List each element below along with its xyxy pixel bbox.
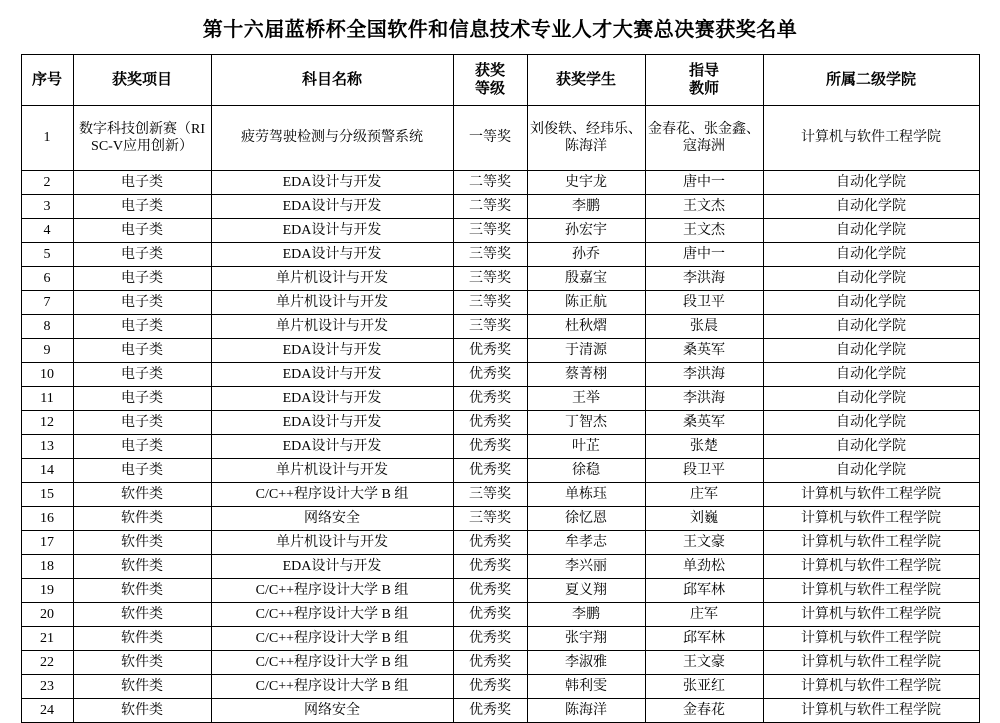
cell-subject: C/C++程序设计大学 B 组 — [211, 483, 453, 507]
cell-level: 优秀奖 — [453, 363, 527, 387]
cell-project: 电子类 — [73, 435, 211, 459]
cell-teacher: 王文杰 — [645, 219, 763, 243]
award-list-table — [21, 54, 980, 723]
cell-level: 优秀奖 — [453, 411, 527, 435]
cell-project: 电子类 — [73, 267, 211, 291]
cell-college: 计算机与软件工程学院 — [763, 627, 979, 651]
cell-college: 自动化学院 — [763, 219, 979, 243]
cell-level: 三等奖 — [453, 267, 527, 291]
table-row — [21, 339, 979, 363]
cell-teacher: 张晨 — [645, 315, 763, 339]
table-row — [21, 435, 979, 459]
cell-project: 软件类 — [73, 627, 211, 651]
cell-project: 软件类 — [73, 579, 211, 603]
cell-project: 软件类 — [73, 507, 211, 531]
cell-project: 电子类 — [73, 291, 211, 315]
cell-level: 优秀奖 — [453, 459, 527, 483]
cell-teacher: 张楚 — [645, 435, 763, 459]
cell-subject: EDA设计与开发 — [211, 219, 453, 243]
cell-subject: 单片机设计与开发 — [211, 459, 453, 483]
cell-college: 计算机与软件工程学院 — [763, 106, 979, 171]
table-row — [21, 627, 979, 651]
cell-college: 自动化学院 — [763, 363, 979, 387]
cell-no: 3 — [21, 195, 73, 219]
cell-student: 单栋珏 — [527, 483, 645, 507]
cell-subject: 网络安全 — [211, 507, 453, 531]
cell-no: 14 — [21, 459, 73, 483]
cell-subject: C/C++程序设计大学 B 组 — [211, 651, 453, 675]
cell-no: 11 — [21, 387, 73, 411]
cell-subject: EDA设计与开发 — [211, 339, 453, 363]
cell-teacher: 王文杰 — [645, 195, 763, 219]
cell-no: 9 — [21, 339, 73, 363]
cell-student: 蔡菁栩 — [527, 363, 645, 387]
cell-student: 夏义翔 — [527, 579, 645, 603]
cell-project: 电子类 — [73, 219, 211, 243]
cell-no: 16 — [21, 507, 73, 531]
column-header-teacher — [645, 55, 763, 106]
cell-no: 2 — [21, 171, 73, 195]
cell-subject: C/C++程序设计大学 B 组 — [211, 579, 453, 603]
cell-college: 计算机与软件工程学院 — [763, 603, 979, 627]
cell-no: 6 — [21, 267, 73, 291]
cell-level: 优秀奖 — [453, 627, 527, 651]
table-row — [21, 363, 979, 387]
cell-teacher: 金春花 — [645, 699, 763, 723]
cell-college: 计算机与软件工程学院 — [763, 507, 979, 531]
table-row — [21, 483, 979, 507]
cell-project: 软件类 — [73, 675, 211, 699]
cell-student: 于清源 — [527, 339, 645, 363]
cell-project: 软件类 — [73, 483, 211, 507]
cell-student: 杜秋熠 — [527, 315, 645, 339]
cell-teacher: 唐中一 — [645, 243, 763, 267]
cell-no: 12 — [21, 411, 73, 435]
cell-teacher: 张亚红 — [645, 675, 763, 699]
cell-student: 殷嘉宝 — [527, 267, 645, 291]
cell-student: 张宇翔 — [527, 627, 645, 651]
cell-level: 优秀奖 — [453, 579, 527, 603]
cell-college: 计算机与软件工程学院 — [763, 651, 979, 675]
cell-subject: EDA设计与开发 — [211, 171, 453, 195]
table-row — [21, 411, 979, 435]
cell-teacher: 李洪海 — [645, 363, 763, 387]
cell-no: 17 — [21, 531, 73, 555]
cell-level: 三等奖 — [453, 507, 527, 531]
column-header-subject: 科目名称 — [211, 55, 453, 106]
cell-project: 软件类 — [73, 555, 211, 579]
cell-college: 自动化学院 — [763, 387, 979, 411]
cell-college: 计算机与软件工程学院 — [763, 555, 979, 579]
cell-college: 计算机与软件工程学院 — [763, 483, 979, 507]
cell-subject: EDA设计与开发 — [211, 387, 453, 411]
cell-no: 4 — [21, 219, 73, 243]
cell-project: 电子类 — [73, 411, 211, 435]
cell-student: 李兴丽 — [527, 555, 645, 579]
cell-student: 叶芷 — [527, 435, 645, 459]
cell-level: 二等奖 — [453, 195, 527, 219]
cell-subject: 单片机设计与开发 — [211, 531, 453, 555]
table-row — [21, 507, 979, 531]
table-row — [21, 171, 979, 195]
cell-college: 自动化学院 — [763, 339, 979, 363]
cell-student: 李鹏 — [527, 195, 645, 219]
cell-student: 韩利雯 — [527, 675, 645, 699]
table-row — [21, 219, 979, 243]
cell-no: 1 — [21, 106, 73, 171]
cell-subject: EDA设计与开发 — [211, 195, 453, 219]
cell-college: 自动化学院 — [763, 435, 979, 459]
cell-teacher: 金春花、张金鑫、寇海洲 — [645, 106, 763, 171]
cell-level: 三等奖 — [453, 291, 527, 315]
cell-project: 电子类 — [73, 459, 211, 483]
cell-college: 计算机与软件工程学院 — [763, 531, 979, 555]
cell-teacher: 段卫平 — [645, 459, 763, 483]
cell-no: 22 — [21, 651, 73, 675]
table-header-row — [21, 55, 979, 106]
cell-college: 自动化学院 — [763, 171, 979, 195]
cell-no: 21 — [21, 627, 73, 651]
table-row — [21, 651, 979, 675]
cell-subject: 疲劳驾驶检测与分级预警系统 — [211, 106, 453, 171]
cell-student: 陈海洋 — [527, 699, 645, 723]
cell-level: 三等奖 — [453, 315, 527, 339]
cell-project: 电子类 — [73, 363, 211, 387]
cell-student: 陈正航 — [527, 291, 645, 315]
cell-level: 优秀奖 — [453, 699, 527, 723]
cell-teacher: 李洪海 — [645, 387, 763, 411]
cell-teacher: 王文豪 — [645, 531, 763, 555]
cell-level: 三等奖 — [453, 483, 527, 507]
column-header-project: 获奖项目 — [73, 55, 211, 106]
cell-subject: 网络安全 — [211, 699, 453, 723]
cell-teacher: 桑英军 — [645, 339, 763, 363]
cell-teacher: 邱军林 — [645, 579, 763, 603]
cell-no: 5 — [21, 243, 73, 267]
column-header-level-line1: 获奖 — [474, 63, 505, 79]
cell-student: 史宇龙 — [527, 171, 645, 195]
cell-subject: 单片机设计与开发 — [211, 315, 453, 339]
table-row — [21, 387, 979, 411]
cell-subject: EDA设计与开发 — [211, 411, 453, 435]
cell-subject: 单片机设计与开发 — [211, 291, 453, 315]
cell-level: 三等奖 — [453, 243, 527, 267]
cell-no: 15 — [21, 483, 73, 507]
cell-student: 牟孝志 — [527, 531, 645, 555]
cell-teacher: 李洪海 — [645, 267, 763, 291]
cell-student: 丁智杰 — [527, 411, 645, 435]
table-row — [21, 106, 979, 171]
cell-college: 自动化学院 — [763, 267, 979, 291]
cell-level: 二等奖 — [453, 171, 527, 195]
column-header-teacher-line1: 指导 — [688, 63, 719, 79]
cell-no: 18 — [21, 555, 73, 579]
cell-subject: EDA设计与开发 — [211, 243, 453, 267]
cell-level: 优秀奖 — [453, 387, 527, 411]
cell-subject: C/C++程序设计大学 B 组 — [211, 675, 453, 699]
cell-subject: EDA设计与开发 — [211, 555, 453, 579]
cell-project: 数字科技创新赛（RISC-V应用创新） — [73, 106, 211, 171]
cell-project: 电子类 — [73, 195, 211, 219]
cell-subject: C/C++程序设计大学 B 组 — [211, 627, 453, 651]
cell-student: 王举 — [527, 387, 645, 411]
cell-college: 自动化学院 — [763, 291, 979, 315]
cell-subject: 单片机设计与开发 — [211, 267, 453, 291]
cell-teacher: 庄军 — [645, 603, 763, 627]
cell-student: 李淑雅 — [527, 651, 645, 675]
cell-level: 优秀奖 — [453, 603, 527, 627]
cell-college: 计算机与软件工程学院 — [763, 675, 979, 699]
column-header-college: 所属二级学院 — [763, 55, 979, 106]
cell-college: 计算机与软件工程学院 — [763, 699, 979, 723]
cell-student: 徐稳 — [527, 459, 645, 483]
page-title: 第十六届蓝桥杯全国软件和信息技术专业人才大赛总决赛获奖名单 — [202, 19, 798, 41]
table-row — [21, 459, 979, 483]
cell-no: 20 — [21, 603, 73, 627]
cell-project: 电子类 — [73, 339, 211, 363]
cell-no: 8 — [21, 315, 73, 339]
cell-teacher: 庄军 — [645, 483, 763, 507]
cell-teacher: 王文豪 — [645, 651, 763, 675]
column-header-level-line2: 等级 — [474, 81, 505, 97]
cell-project: 电子类 — [73, 387, 211, 411]
table-row — [21, 243, 979, 267]
cell-teacher: 段卫平 — [645, 291, 763, 315]
table-row — [21, 267, 979, 291]
cell-student: 徐忆恩 — [527, 507, 645, 531]
cell-project: 电子类 — [73, 171, 211, 195]
cell-no: 10 — [21, 363, 73, 387]
cell-project: 软件类 — [73, 651, 211, 675]
table-row — [21, 675, 979, 699]
cell-no: 19 — [21, 579, 73, 603]
table-row — [21, 291, 979, 315]
table-row — [21, 555, 979, 579]
table-row — [21, 531, 979, 555]
cell-teacher: 唐中一 — [645, 171, 763, 195]
cell-student: 刘俊轶、经玮乐、陈海洋 — [527, 106, 645, 171]
table-row — [21, 699, 979, 723]
column-header-teacher-line2: 教师 — [688, 81, 719, 97]
cell-level: 优秀奖 — [453, 339, 527, 363]
cell-teacher: 单劲松 — [645, 555, 763, 579]
cell-no: 13 — [21, 435, 73, 459]
table-row — [21, 315, 979, 339]
cell-college: 自动化学院 — [763, 243, 979, 267]
cell-student: 孙乔 — [527, 243, 645, 267]
cell-teacher: 邱军林 — [645, 627, 763, 651]
cell-college: 自动化学院 — [763, 459, 979, 483]
cell-student: 李鹏 — [527, 603, 645, 627]
cell-teacher: 刘巍 — [645, 507, 763, 531]
cell-no: 24 — [21, 699, 73, 723]
cell-project: 电子类 — [73, 315, 211, 339]
cell-level: 优秀奖 — [453, 651, 527, 675]
cell-subject: EDA设计与开发 — [211, 363, 453, 387]
table-row — [21, 603, 979, 627]
cell-level: 优秀奖 — [453, 531, 527, 555]
column-header-student: 获奖学生 — [527, 55, 645, 106]
cell-no: 7 — [21, 291, 73, 315]
table-row — [21, 195, 979, 219]
table-row — [21, 579, 979, 603]
cell-student: 孙宏宇 — [527, 219, 645, 243]
cell-college: 自动化学院 — [763, 195, 979, 219]
cell-level: 优秀奖 — [453, 675, 527, 699]
cell-college: 计算机与软件工程学院 — [763, 579, 979, 603]
cell-project: 软件类 — [73, 603, 211, 627]
cell-project: 电子类 — [73, 243, 211, 267]
cell-project: 软件类 — [73, 699, 211, 723]
cell-level: 三等奖 — [453, 219, 527, 243]
cell-subject: C/C++程序设计大学 B 组 — [211, 603, 453, 627]
cell-college: 自动化学院 — [763, 411, 979, 435]
cell-college: 自动化学院 — [763, 315, 979, 339]
cell-project: 软件类 — [73, 531, 211, 555]
cell-level: 一等奖 — [453, 106, 527, 171]
cell-teacher: 桑英军 — [645, 411, 763, 435]
cell-subject: EDA设计与开发 — [211, 435, 453, 459]
column-header-no: 序号 — [21, 55, 73, 106]
table-header — [21, 55, 979, 106]
cell-level: 优秀奖 — [453, 555, 527, 579]
cell-level: 优秀奖 — [453, 435, 527, 459]
cell-no: 23 — [21, 675, 73, 699]
column-header-level — [453, 55, 527, 106]
table-body — [21, 106, 979, 723]
